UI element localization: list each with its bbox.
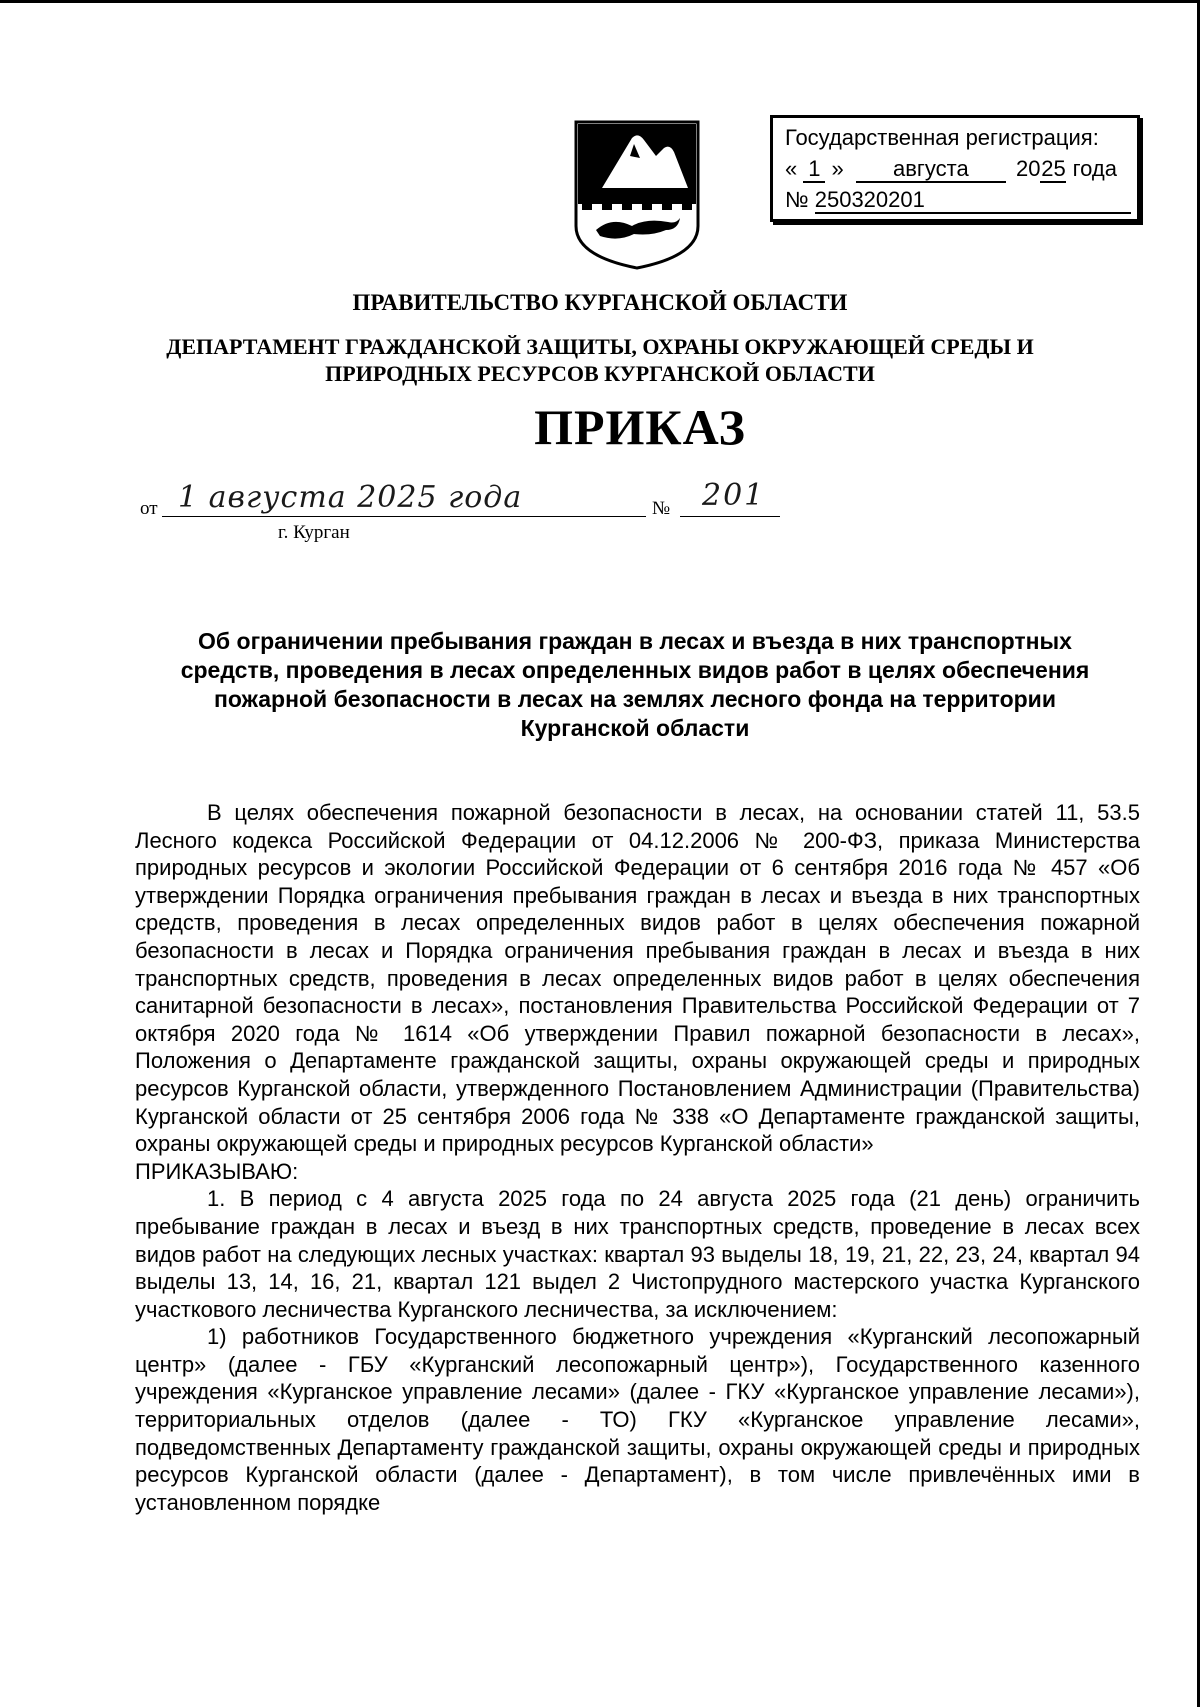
order-title [150,627,1120,743]
order-from-label: от [140,498,158,519]
order-date-handwritten: 1 августа 2025 года [178,480,523,515]
order-word: ПРИКАЗЫВАЮ: [135,1158,299,1184]
order-city: г. Курган [278,522,350,543]
order-title-line1: Об ограничении пребывания граждан в лесах и въезда в них транспортных [198,628,1072,654]
registration-number: 250320201 [815,188,1131,214]
registration-date [785,153,1127,184]
date-quote-open: « [785,156,798,181]
scan-top-border [0,0,1200,3]
order-title-line3: пожарной безопасности в лесах на землях лесного фонда на территории [214,686,1056,712]
clause-1-paragraph: 1. В период с 4 августа 2025 года по 24 августа 2025 года (21 день) ограничить пребывание граждан в лесах и въезд в них транспортных средств, проведение в лесах всех видов работ на следующих лесных участках: квартал 93 выделы 18, 19, 21, 22, 23, 24, квартал 94 выделы 13, 14, 16, 21, квартал 121 выдел 2 Чистопрудного мастерского участка Курганского участкового лесничества Курганского лесничества, за исключением: [135,1186,1140,1322]
registration-number-label: № [785,187,809,212]
registration-day: 1 [803,157,825,183]
department-title [0,333,1200,387]
clause-1-subitem-1: 1) работников Государственного бюджетного учреждения «Курганский лесопожарный центр» (далее - ГБУ «Курганский лесопожарный центр»), Государственного казенного учреждения «Курганское управление лесами» (далее - ГКУ «Курганское управление лесами»), территориальных отделов (далее - ТО) ГКУ «Курганское управление лесами», подведомственных Департаменту гражданской защиты, охраны окружающей среды и природных ресурсов Курганской области (далее - Департамент), в том числе привлечённых ими в установленном порядке [135,1324,1140,1515]
document-type-heading: ПРИКАЗ [534,399,746,455]
department-title-line1: ДЕПАРТАМЕНТ ГРАЖДАНСКОЙ ЗАЩИТЫ, ОХРАНЫ ОКРУЖАЮЩЕЙ СРЕДЫ И [166,334,1034,359]
registration-year-prefix: 20 [1016,156,1041,181]
registration-stamp [770,115,1140,222]
registration-year-suffix: 25 [1041,156,1066,181]
order-number-handwritten: 201 [702,478,766,513]
order-title-line2: средств, проведения в лесах определенных видов работ в целях обеспечения [180,657,1090,683]
department-title-line2: ПРИРОДНЫХ РЕСУРСОВ КУРГАНСКОЙ ОБЛАСТИ [325,361,875,386]
order-number-label: № [652,498,671,519]
registration-number-line [785,184,1127,215]
date-quote-close: » [831,156,844,181]
order-number-underline [680,516,780,517]
government-title: ПРАВИТЕЛЬСТВО КУРГАНСКОЙ ОБЛАСТИ [352,290,848,315]
order-title-line4: Курганской области [520,715,750,741]
order-body [135,799,1140,1516]
order-date-number [140,478,766,550]
registration-month: августа [856,157,1006,183]
registration-heading: Государственная регистрация: [785,125,1099,150]
registration-year-word: года [1072,156,1117,181]
preamble-paragraph: В целях обеспечения пожарной безопасности в лесах, на основании статей 11, 53.5 Лесного кодекса Российской Федерации от 04.12.2006 № 200-ФЗ, приказа Министерства природных ресурсов и экологии Российской Федерации от 6 сентября 2016 года № 457 «Об утверждении Порядка ограничения пребывания граждан в лесах и въезда в них транспортных средств, проведения в лесах определенных видов работ в целях обеспечения пожарной безопасности в лесах и Порядка ограничения пребывания граждан в лесах и въезда в них транспортных средств, проведения в лесах определенных видов работ в целях обеспечения санитарной безопасности в лесах», постановления Правительства Российской Федерации от 7 октября 2020 года № 1614 «Об утверждении Правил пожарной безопасности в лесах», Положения о Департаменте гражданской защиты, охраны окружающей среды и природных ресурсов Курганской области, утвержденного Постановлением Администрации (Правительства) Курганской области от 25 сентября 2006 года № 338 «О Департаменте гражданской защиты, охраны окружающей среды и природных ресурсов Курганской области» [135,800,1140,1157]
order-date-underline [162,516,646,517]
coat-of-arms-emblem [572,118,702,270]
